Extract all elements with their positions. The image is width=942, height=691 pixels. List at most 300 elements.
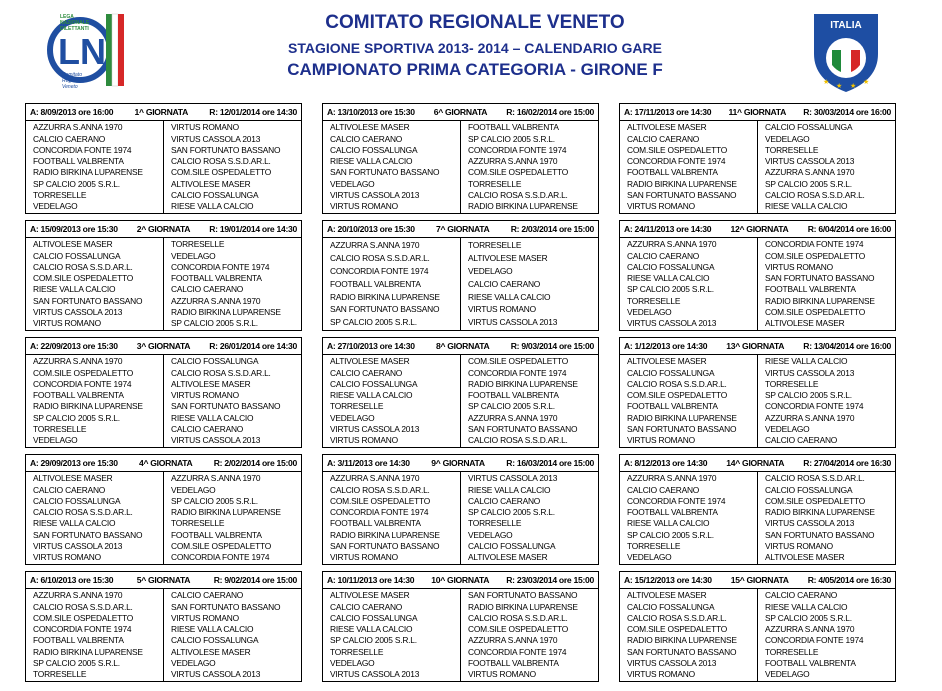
ritorno-date: R: 2/03/2014 ore 15:00: [510, 224, 594, 234]
home-teams: [620, 355, 758, 447]
home-team: CALCIO FOSSALUNGA: [330, 378, 418, 389]
away-team: ALTIVOLESE MASER: [468, 552, 548, 563]
home-team: VIRTUS ROMANO: [330, 552, 398, 563]
round-card: [25, 103, 302, 214]
away-team: RADIO BIRKINA LUPARENSE: [765, 507, 875, 518]
home-team: RADIO BIRKINA LUPARENSE: [627, 635, 737, 646]
away-team: RIESE VALLA CALCIO: [171, 412, 254, 423]
home-team: TORRESELLE: [33, 669, 87, 680]
home-team: RIESE VALLA CALCIO: [627, 273, 710, 284]
home-teams: [26, 355, 164, 447]
away-team: VEDELAGO: [765, 423, 810, 434]
andata-date: A: 6/10/2013 ore 15:30: [30, 575, 114, 585]
home-team: CALCIO ROSA S.S.D.AR.L.: [33, 601, 133, 612]
andata-date: A: 27/10/2013 ore 14:30: [327, 341, 415, 351]
away-team: TORRESELLE: [765, 378, 819, 389]
home-team: AZZURRA S.ANNA 1970: [627, 473, 717, 484]
away-team: COM.SILE OSPEDALETTO: [765, 306, 866, 317]
round-card: [25, 220, 302, 331]
away-team: COM.SILE OSPEDALETTO: [468, 624, 569, 635]
svg-text:★: ★: [823, 79, 830, 86]
ritorno-date: R: 16/03/2014 ore 15:00: [506, 458, 594, 468]
home-teams: [620, 472, 758, 564]
home-team: RADIO BIRKINA LUPARENSE: [627, 178, 737, 189]
home-team: SP CALCIO 2005 S.R.L.: [330, 635, 417, 646]
home-team: CALCIO FOSSALUNGA: [330, 612, 418, 623]
home-team: SAN FORTUNATO BASSANO: [627, 189, 737, 200]
home-teams: [323, 355, 461, 447]
home-team: COM.SILE OSPEDALETTO: [627, 624, 728, 635]
away-team: VIRTUS CASSOLA 2013: [171, 435, 261, 446]
away-team: CALCIO ROSA S.S.D.AR.L.: [468, 189, 568, 200]
home-team: CALCIO CAERANO: [33, 133, 106, 144]
away-teams: [758, 355, 895, 447]
svg-text:LEGA: LEGA: [60, 14, 74, 20]
home-team: AZZURRA S.ANNA 1970: [330, 240, 420, 251]
home-team: AZZURRA S.ANNA 1970: [330, 473, 420, 484]
home-team: RIESE VALLA CALCIO: [330, 624, 413, 635]
home-teams: [323, 121, 461, 213]
round-header: [620, 455, 895, 472]
round-number: 8^ GIORNATA: [436, 341, 490, 351]
home-team: RADIO BIRKINA LUPARENSE: [33, 646, 143, 657]
away-team: CALCIO FOSSALUNGA: [765, 122, 853, 133]
home-team: FOOTBALL VALBRENTA: [627, 401, 718, 412]
away-team: SAN FORTUNATO BASSANO: [171, 601, 281, 612]
away-team: AZZURRA S.ANNA 1970: [765, 412, 855, 423]
home-team: COM.SILE OSPEDALETTO: [627, 144, 728, 155]
away-team: RIESE VALLA CALCIO: [171, 201, 254, 212]
away-team: ALTIVOLESE MASER: [171, 646, 251, 657]
away-team: CALCIO FOSSALUNGA: [171, 189, 259, 200]
away-team: RADIO BIRKINA LUPARENSE: [468, 378, 578, 389]
away-team: SAN FORTUNATO BASSANO: [468, 423, 578, 434]
home-team: VEDELAGO: [330, 412, 375, 423]
away-team: RIESE VALLA CALCIO: [765, 601, 848, 612]
andata-date: A: 22/09/2013 ore 15:30: [30, 341, 118, 351]
home-team: SAN FORTUNATO BASSANO: [33, 529, 143, 540]
away-team: RIESE VALLA CALCIO: [765, 201, 848, 212]
away-team: AZZURRA S.ANNA 1970: [171, 473, 261, 484]
away-team: RIESE VALLA CALCIO: [765, 356, 848, 367]
home-team: VEDELAGO: [330, 178, 375, 189]
away-team: COM.SILE OSPEDALETTO: [765, 250, 866, 261]
svg-text:★: ★: [863, 79, 870, 86]
home-team: CONCORDIA FONTE 1974: [33, 144, 132, 155]
home-teams: [323, 472, 461, 564]
away-team: VIRTUS CASSOLA 2013: [171, 133, 261, 144]
away-teams: [461, 472, 598, 564]
home-team: RADIO BIRKINA LUPARENSE: [330, 291, 440, 302]
away-team: FOOTBALL VALBRENTA: [765, 657, 856, 668]
home-team: TORRESELLE: [330, 646, 384, 657]
away-team: VIRTUS CASSOLA 2013: [765, 518, 855, 529]
home-team: VIRTUS ROMANO: [33, 552, 101, 563]
page-header: [0, 0, 942, 96]
home-team: SAN FORTUNATO BASSANO: [33, 295, 143, 306]
round-header: [26, 338, 301, 355]
round-number: 13^ GIORNATA: [726, 341, 785, 351]
ritorno-date: R: 30/03/2014 ore 16:00: [803, 107, 891, 117]
home-team: CALCIO FOSSALUNGA: [33, 250, 121, 261]
away-team: VIRTUS ROMANO: [171, 612, 239, 623]
round-number: 12^ GIORNATA: [730, 224, 789, 234]
home-team: SP CALCIO 2005 S.R.L.: [627, 284, 714, 295]
home-team: AZZURRA S.ANNA 1970: [33, 356, 123, 367]
svg-text:NAZIONALE: NAZIONALE: [60, 20, 90, 26]
away-team: ALTIVOLESE MASER: [765, 552, 845, 563]
away-team: CALCIO ROSA S.S.D.AR.L.: [765, 473, 865, 484]
away-team: AZZURRA S.ANNA 1970: [468, 156, 558, 167]
away-team: CALCIO FOSSALUNGA: [765, 484, 853, 495]
away-team: SAN FORTUNATO BASSANO: [171, 144, 281, 155]
home-team: CONCORDIA FONTE 1974: [627, 156, 726, 167]
away-team: SP CALCIO 2005 S.R.L.: [765, 612, 852, 623]
home-team: CALCIO FOSSALUNGA: [627, 367, 715, 378]
home-team: ALTIVOLESE MASER: [627, 590, 707, 601]
ritorno-date: R: 26/01/2014 ore 14:30: [209, 341, 297, 351]
home-team: SAN FORTUNATO BASSANO: [627, 423, 737, 434]
round-header: [26, 455, 301, 472]
round-number: 11^ GIORNATA: [728, 107, 786, 117]
away-team: CALCIO CAERANO: [171, 423, 244, 434]
home-team: RIESE VALLA CALCIO: [33, 518, 116, 529]
ritorno-date: R: 16/02/2014 ore 15:00: [506, 107, 594, 117]
home-team: SP CALCIO 2005 S.R.L.: [330, 317, 417, 328]
away-team: VEDELAGO: [765, 669, 810, 680]
home-team: AZZURRA S.ANNA 1970: [627, 239, 717, 250]
home-team: SP CALCIO 2005 S.R.L.: [33, 178, 120, 189]
home-team: CALCIO CAERANO: [330, 367, 403, 378]
away-team: VIRTUS ROMANO: [171, 390, 239, 401]
away-team: CALCIO CAERANO: [171, 284, 244, 295]
away-team: CONCORDIA FONTE 1974: [171, 261, 270, 272]
away-team: TORRESELLE: [171, 518, 225, 529]
page-title: COMITATO REGIONALE VENETO: [325, 12, 625, 33]
ritorno-date: R: 9/02/2014 ore 15:00: [213, 575, 297, 585]
home-team: FOOTBALL VALBRENTA: [33, 635, 124, 646]
andata-date: A: 20/10/2013 ore 15:30: [327, 224, 415, 234]
away-team: TORRESELLE: [765, 646, 819, 657]
away-team: AZZURRA S.ANNA 1970: [468, 635, 558, 646]
ritorno-date: R: 19/01/2014 ore 14:30: [209, 224, 297, 234]
away-team: AZZURRA S.ANNA 1970: [171, 295, 261, 306]
round-header: [323, 572, 598, 589]
home-team: VIRTUS CASSOLA 2013: [330, 423, 420, 434]
home-teams: [323, 589, 461, 681]
away-team: FOOTBALL VALBRENTA: [468, 657, 559, 668]
home-teams: [323, 238, 461, 330]
away-team: CALCIO ROSA S.S.D.AR.L.: [468, 435, 568, 446]
home-team: CALCIO ROSA S.S.D.AR.L.: [330, 252, 430, 263]
round-card: [619, 220, 896, 331]
away-team: COM.SILE OSPEDALETTO: [765, 495, 866, 506]
away-team: FOOTBALL VALBRENTA: [171, 529, 262, 540]
away-team: RADIO BIRKINA LUPARENSE: [171, 507, 281, 518]
round-card: [322, 454, 599, 565]
away-team: VEDELAGO: [468, 265, 513, 276]
away-team: CALCIO FOSSALUNGA: [171, 635, 259, 646]
home-team: TORRESELLE: [627, 540, 681, 551]
away-team: TORRESELLE: [171, 239, 225, 250]
andata-date: A: 8/09/2013 ore 16:00: [30, 107, 114, 117]
round-card: [322, 103, 599, 214]
away-team: VEDELAGO: [171, 250, 216, 261]
round-number: 10^ GIORNATA: [431, 575, 490, 585]
svg-text:Veneto: Veneto: [62, 84, 78, 90]
home-team: RADIO BIRKINA LUPARENSE: [33, 167, 143, 178]
away-team: RIESE VALLA CALCIO: [171, 624, 254, 635]
home-team: TORRESELLE: [33, 189, 87, 200]
home-team: CALCIO ROSA S.S.D.AR.L.: [33, 261, 133, 272]
away-team: SP CALCIO 2005 S.R.L.: [765, 390, 852, 401]
ritorno-date: R: 23/03/2014 ore 15:00: [506, 575, 594, 585]
home-team: ALTIVOLESE MASER: [33, 473, 113, 484]
round-card: [322, 337, 599, 448]
home-team: SAN FORTUNATO BASSANO: [330, 540, 440, 551]
round-number: 2^ GIORNATA: [136, 224, 191, 234]
round-number: 1^ GIORNATA: [134, 107, 188, 117]
home-team: FOOTBALL VALBRENTA: [627, 167, 718, 178]
home-team: ALTIVOLESE MASER: [33, 239, 113, 250]
away-team: VEDELAGO: [765, 133, 810, 144]
home-teams: [26, 589, 164, 681]
andata-date: A: 10/11/2013 ore 14:30: [327, 575, 415, 585]
home-team: CALCIO ROSA S.S.D.AR.L.: [330, 484, 430, 495]
home-team: FOOTBALL VALBRENTA: [330, 518, 421, 529]
home-teams: [26, 121, 164, 213]
home-team: RIESE VALLA CALCIO: [330, 156, 413, 167]
away-team: ALTIVOLESE MASER: [765, 318, 845, 329]
home-team: CONCORDIA FONTE 1974: [33, 378, 132, 389]
away-team: CONCORDIA FONTE 1974: [468, 367, 567, 378]
round-card: [25, 337, 302, 448]
home-team: SP CALCIO 2005 S.R.L.: [33, 412, 120, 423]
away-team: AZZURRA S.ANNA 1970: [765, 624, 855, 635]
andata-date: A: 15/12/2013 ore 14:30: [624, 575, 712, 585]
away-team: SAN FORTUNATO BASSANO: [765, 529, 875, 540]
away-team: RADIO BIRKINA LUPARENSE: [468, 201, 578, 212]
home-team: VEDELAGO: [627, 552, 672, 563]
home-team: CALCIO CAERANO: [33, 484, 106, 495]
svg-text:★: ★: [836, 83, 843, 90]
andata-date: A: 3/11/2013 ore 14:30: [327, 458, 410, 468]
away-team: SAN FORTUNATO BASSANO: [468, 590, 578, 601]
home-teams: [620, 589, 758, 681]
home-team: CONCORDIA FONTE 1974: [330, 265, 429, 276]
away-team: AZZURRA S.ANNA 1970: [468, 412, 558, 423]
round-header: [323, 221, 598, 238]
andata-date: A: 1/12/2013 ore 14:30: [624, 341, 708, 351]
away-team: VIRTUS CASSOLA 2013: [468, 317, 558, 328]
away-team: TORRESELLE: [468, 518, 522, 529]
ritorno-date: R: 6/04/2014 ore 16:00: [807, 224, 891, 234]
away-team: COM.SILE OSPEDALETTO: [468, 167, 569, 178]
round-card: [25, 571, 302, 682]
away-team: VIRTUS CASSOLA 2013: [765, 156, 855, 167]
home-team: CALCIO FOSSALUNGA: [33, 495, 121, 506]
home-team: VIRTUS CASSOLA 2013: [330, 669, 420, 680]
away-team: CALCIO ROSA S.S.D.AR.L.: [468, 612, 568, 623]
fixtures-grid: [25, 103, 896, 682]
away-team: RIESE VALLA CALCIO: [468, 484, 551, 495]
round-card: [322, 220, 599, 331]
andata-date: A: 29/09/2013 ore 15:30: [30, 458, 118, 468]
away-team: CALCIO CAERANO: [171, 590, 244, 601]
home-team: COM.SILE OSPEDALETTO: [330, 495, 431, 506]
away-team: CALCIO ROSA S.S.D.AR.L.: [171, 156, 271, 167]
home-team: TORRESELLE: [33, 423, 87, 434]
round-header: [620, 338, 895, 355]
home-team: CALCIO CAERANO: [627, 133, 700, 144]
away-team: SP CALCIO 2005 S.R.L.: [171, 495, 258, 506]
andata-date: A: 13/10/2013 ore 15:30: [327, 107, 415, 117]
home-team: CALCIO CAERANO: [627, 484, 700, 495]
svg-text:LN: LN: [58, 31, 106, 72]
home-team: COM.SILE OSPEDALETTO: [33, 367, 134, 378]
andata-date: A: 24/11/2013 ore 14:30: [624, 224, 712, 234]
home-team: CALCIO FOSSALUNGA: [627, 601, 715, 612]
ritorno-date: R: 12/01/2014 ore 14:30: [209, 107, 297, 117]
home-team: AZZURRA S.ANNA 1970: [33, 122, 123, 133]
round-header: [323, 338, 598, 355]
home-team: RADIO BIRKINA LUPARENSE: [33, 401, 143, 412]
round-header: [620, 572, 895, 589]
andata-date: A: 17/11/2013 ore 14:30: [624, 107, 712, 117]
home-team: VIRTUS ROMANO: [330, 435, 398, 446]
home-team: CALCIO CAERANO: [627, 250, 700, 261]
home-team: VIRTUS CASSOLA 2013: [627, 657, 717, 668]
home-team: SP CALCIO 2005 S.R.L.: [627, 529, 714, 540]
away-team: VIRTUS ROMANO: [468, 669, 536, 680]
home-team: VIRTUS CASSOLA 2013: [330, 189, 420, 200]
home-team: RIESE VALLA CALCIO: [33, 284, 116, 295]
round-number: 3^ GIORNATA: [136, 341, 191, 351]
ritorno-date: R: 9/03/2014 ore 15:00: [510, 341, 594, 351]
home-team: VIRTUS ROMANO: [627, 435, 695, 446]
home-team: RIESE VALLA CALCIO: [627, 518, 710, 529]
round-card: [619, 337, 896, 448]
season-subtitle: STAGIONE SPORTIVA 2013- 2014 – CALENDARIO GARE: [288, 40, 662, 56]
home-team: CALCIO ROSA S.S.D.AR.L.: [627, 378, 727, 389]
home-team: ALTIVOLESE MASER: [330, 590, 410, 601]
home-team: COM.SILE OSPEDALETTO: [33, 612, 134, 623]
away-team: TORRESELLE: [765, 144, 819, 155]
round-number: 14^ GIORNATA: [726, 458, 785, 468]
home-team: CALCIO FOSSALUNGA: [330, 144, 418, 155]
away-team: CONCORDIA FONTE 1974: [765, 635, 864, 646]
round-card: [619, 103, 896, 214]
away-team: VIRTUS ROMANO: [765, 540, 833, 551]
round-number: 7^ GIORNATA: [436, 224, 490, 234]
away-team: FOOTBALL VALBRENTA: [765, 284, 856, 295]
ritorno-date: R: 2/02/2014 ore 15:00: [213, 458, 297, 468]
round-number: 4^ GIORNATA: [139, 458, 193, 468]
away-team: VIRTUS ROMANO: [171, 122, 239, 133]
home-team: CALCIO ROSA S.S.D.AR.L.: [627, 612, 727, 623]
away-team: TORRESELLE: [468, 178, 522, 189]
away-team: CALCIO CAERANO: [765, 435, 838, 446]
home-team: COM.SILE OSPEDALETTO: [627, 390, 728, 401]
away-teams: [461, 589, 598, 681]
home-team: CONCORDIA FONTE 1974: [330, 507, 429, 518]
away-team: RADIO BIRKINA LUPARENSE: [171, 306, 281, 317]
away-team: FOOTBALL VALBRENTA: [171, 273, 262, 284]
away-teams: [164, 472, 301, 564]
away-team: CONCORDIA FONTE 1974: [765, 401, 864, 412]
away-team: VIRTUS ROMANO: [468, 304, 536, 315]
away-teams: [164, 355, 301, 447]
home-team: VIRTUS CASSOLA 2013: [627, 318, 717, 329]
round-header: [26, 572, 301, 589]
away-team: CONCORDIA FONTE 1974: [171, 552, 270, 563]
home-team: VEDELAGO: [33, 201, 78, 212]
home-team: VEDELAGO: [330, 657, 375, 668]
home-team: FOOTBALL VALBRENTA: [33, 390, 124, 401]
round-header: [620, 221, 895, 238]
away-teams: [461, 355, 598, 447]
away-team: CALCIO ROSA S.S.D.AR.L.: [171, 367, 271, 378]
home-team: CALCIO CAERANO: [330, 601, 403, 612]
home-team: ALTIVOLESE MASER: [330, 356, 410, 367]
away-team: COM.SILE OSPEDALETTO: [171, 540, 272, 551]
home-team: VEDELAGO: [627, 306, 672, 317]
away-teams: [461, 121, 598, 213]
away-teams: [758, 472, 895, 564]
ritorno-date: R: 13/04/2014 ore 16:00: [803, 341, 891, 351]
svg-text:Regionale: Regionale: [62, 78, 85, 84]
away-team: CALCIO CAERANO: [468, 495, 541, 506]
round-header: [323, 455, 598, 472]
away-team: CALCIO FOSSALUNGA: [468, 540, 556, 551]
home-teams: [26, 238, 164, 330]
away-team: VIRTUS CASSOLA 2013: [468, 473, 558, 484]
home-team: RADIO BIRKINA LUPARENSE: [627, 412, 737, 423]
home-team: CONCORDIA FONTE 1974: [33, 624, 132, 635]
away-team: SAN FORTUNATO BASSANO: [765, 273, 875, 284]
home-team: CALCIO CAERANO: [330, 133, 403, 144]
home-team: VIRTUS CASSOLA 2013: [33, 540, 123, 551]
home-team: CONCORDIA FONTE 1974: [627, 495, 726, 506]
away-team: ALTIVOLESE MASER: [171, 178, 251, 189]
round-card: [322, 571, 599, 682]
andata-date: A: 8/12/2013 ore 14:30: [624, 458, 708, 468]
away-teams: [164, 238, 301, 330]
round-number: 5^ GIORNATA: [136, 575, 191, 585]
away-team: VIRTUS ROMANO: [765, 261, 833, 272]
home-team: RIESE VALLA CALCIO: [330, 390, 413, 401]
home-team: CALCIO ROSA S.S.D.AR.L.: [33, 507, 133, 518]
round-card: [25, 454, 302, 565]
away-team: VIRTUS CASSOLA 2013: [765, 367, 855, 378]
away-team: ALTIVOLESE MASER: [171, 378, 251, 389]
away-team: SP CALCIO 2005 S.R.L.: [468, 401, 555, 412]
svg-text:Comitato: Comitato: [62, 72, 83, 78]
away-team: TORRESELLE: [468, 240, 522, 251]
home-team: VIRTUS ROMANO: [33, 318, 101, 329]
away-team: VEDELAGO: [171, 657, 216, 668]
round-card: [619, 454, 896, 565]
round-number: 15^ GIORNATA: [730, 575, 789, 585]
away-team: AZZURRA S.ANNA 1970: [765, 167, 855, 178]
figc-italia-shield-icon: [810, 10, 882, 94]
away-team: RADIO BIRKINA LUPARENSE: [765, 295, 875, 306]
andata-date: A: 15/09/2013 ore 15:30: [30, 224, 118, 234]
home-team: SAN FORTUNATO BASSANO: [330, 167, 440, 178]
home-team: COM.SILE OSPEDALETTO: [33, 273, 134, 284]
away-team: COM.SILE OSPEDALETTO: [171, 167, 272, 178]
away-team: CONCORDIA FONTE 1974: [468, 646, 567, 657]
